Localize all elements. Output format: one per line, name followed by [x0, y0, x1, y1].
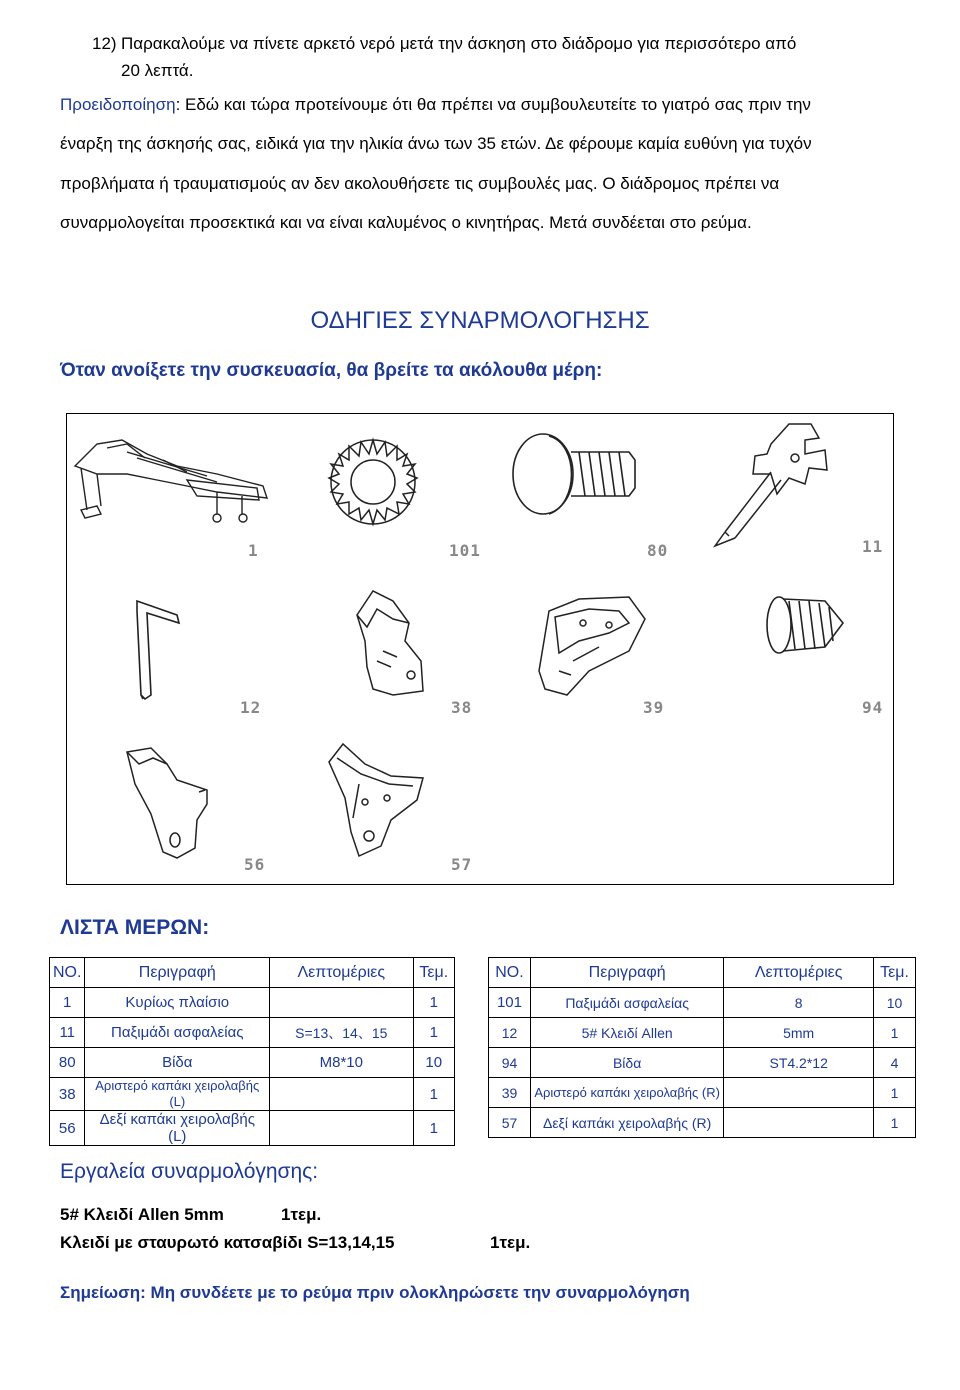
cell-qty: 1 — [874, 1078, 916, 1108]
table-row — [489, 1048, 916, 1078]
cell-detail — [270, 988, 413, 1018]
cell-no: 11 — [50, 1018, 85, 1048]
cell-detail — [724, 1078, 874, 1108]
cell-desc: Δεξί καπάκι χειρολαβής (L) — [85, 1111, 270, 1146]
part-number: 39 — [643, 698, 665, 717]
part-number: 38 — [451, 698, 473, 717]
cell-desc: Κυρίως πλαίσιο — [85, 988, 270, 1018]
cell-qty: 1 — [874, 1108, 916, 1138]
warning-line-4: συναρμολογείται προσεκτικά και να είναι καλυμένος ο κινητήρας. Μετά συνδέεται στο ρεύμα. — [60, 213, 752, 232]
part-image-101 — [273, 414, 479, 571]
item-12-number: 12) — [92, 34, 117, 53]
cell-detail: ST4.2*12 — [724, 1048, 874, 1078]
tool-1-name: 5# Κλειδί Allen 5mm — [60, 1205, 224, 1224]
cell-desc: Αριστερό καπάκι χειρολαβής (R) — [530, 1078, 723, 1108]
cell-detail: M8*10 — [270, 1048, 413, 1078]
table-row — [50, 1048, 455, 1078]
part-number: 94 — [862, 698, 884, 717]
cell-no: 38 — [50, 1078, 85, 1111]
cell-desc: Βίδα — [85, 1048, 270, 1078]
part-image-39 — [479, 571, 685, 728]
cell-qty: 1 — [413, 1018, 454, 1048]
item-12-line-2: 20 λεπτά. — [121, 61, 194, 80]
parts-table-left — [49, 957, 455, 1146]
cell-desc: 5# Κλειδί Allen — [530, 1018, 723, 1048]
cell-desc: Αριστερό καπάκι χειρολαβής (L) — [85, 1078, 270, 1111]
part-number: 101 — [449, 541, 481, 560]
cell-detail: 8 — [724, 988, 874, 1018]
header-description: Περιγραφή — [530, 958, 723, 988]
parts-table-right — [488, 957, 916, 1138]
table-header — [489, 958, 916, 988]
tools-heading: Εργαλεία συναρμολόγησης: — [60, 1160, 319, 1183]
part-number: 1 — [248, 541, 259, 560]
table-row — [489, 1018, 916, 1048]
part-number: 80 — [647, 541, 669, 560]
tool-1-qty: 1τεμ. — [281, 1205, 322, 1224]
cell-no: 94 — [489, 1048, 531, 1078]
part-image-56 — [67, 728, 273, 885]
cell-detail — [724, 1108, 874, 1138]
table-row — [50, 1018, 455, 1048]
warning-line-2: έναρξη της άσκησής σας, ειδικά για την ηλικία άνω των 35 ετών. Δε φέρουμε καμία ευθύνη για τυχόν — [60, 134, 812, 153]
tool-2-qty: 1τεμ. — [490, 1233, 531, 1252]
cell-no: 1 — [50, 988, 85, 1018]
cell-qty: 10 — [874, 988, 916, 1018]
cell-no: 101 — [489, 988, 531, 1018]
part-image-80 — [479, 414, 685, 571]
cell-qty: 1 — [413, 1078, 454, 1111]
table-row — [489, 988, 916, 1018]
cell-no: 56 — [50, 1111, 85, 1146]
warning-text: : Εδώ και τώρα προτείνουμε ότι θα πρέπει να συμβουλευτείτε το γιατρό σας πριν την — [175, 95, 811, 114]
part-number: 12 — [240, 698, 262, 717]
part-image-12 — [67, 571, 273, 728]
warning-line-3: προβλήματα ή τραυματισμούς αν δεν ακολουθήσετε τις συμβουλές μας. Ο διάδρομος πρέπει να — [60, 174, 780, 193]
cell-qty: 1 — [413, 988, 454, 1018]
header-qty: Τεμ. — [413, 958, 454, 988]
table-row — [50, 1078, 455, 1111]
parts-illustration-grid — [66, 413, 894, 885]
tool-2-name: Κλειδί με σταυρωτό κατσαβίδι S=13,14,15 — [60, 1233, 395, 1252]
header-qty: Τεμ. — [874, 958, 916, 988]
cell-no: 80 — [50, 1048, 85, 1078]
header-no: NO. — [50, 958, 85, 988]
subtitle: Όταν ανοίξετε την συσκευασία, θα βρείτε τα ακόλουθα μέρη: — [60, 360, 603, 381]
cell-desc: Βίδα — [530, 1048, 723, 1078]
note: Σημείωση: Μη συνδέετε με το ρεύμα πριν ολοκληρώσετε την συναρμολόγηση — [60, 1283, 690, 1302]
header-no: NO. — [489, 958, 531, 988]
cell-detail — [270, 1111, 413, 1146]
cell-no: 39 — [489, 1078, 531, 1108]
cell-desc: Παξιμάδι ασφαλείας — [530, 988, 723, 1018]
table-row — [50, 1111, 455, 1146]
part-image-94 — [685, 571, 891, 728]
part-number: 56 — [244, 855, 266, 874]
cell-no: 12 — [489, 1018, 531, 1048]
table-row — [489, 1108, 916, 1138]
header-details: Λεπτομέριες — [270, 958, 413, 988]
cell-qty: 10 — [413, 1048, 454, 1078]
cell-detail — [270, 1078, 413, 1111]
part-image-57 — [273, 728, 479, 885]
warning-label: Προειδοποίηση — [60, 95, 176, 114]
cell-qty: 1 — [874, 1018, 916, 1048]
cell-qty: 4 — [874, 1048, 916, 1078]
cell-qty: 1 — [413, 1111, 454, 1146]
page-title: ΟΔΗΓΙΕΣ ΣΥΝΑΡΜΟΛΟΓΗΣΗΣ — [310, 307, 650, 334]
parts-list-heading: ΛΙΣΤΑ ΜΕΡΩΝ: — [60, 916, 210, 939]
part-image-38 — [273, 571, 479, 728]
header-description: Περιγραφή — [85, 958, 270, 988]
item-12-line-1: Παρακαλούμε να πίνετε αρκετό νερό μετά την άσκηση στο διάδρομο για περισσότερο από — [121, 34, 797, 53]
header-details: Λεπτομέριες — [724, 958, 874, 988]
part-image-11 — [685, 414, 891, 571]
table-row — [489, 1078, 916, 1108]
cell-desc: Δεξί καπάκι χειρολαβής (R) — [530, 1108, 723, 1138]
part-number: 57 — [451, 855, 473, 874]
table-header — [50, 958, 455, 988]
warning-line-1 — [60, 95, 811, 115]
cell-detail: 5mm — [724, 1018, 874, 1048]
part-image-1 — [67, 414, 273, 571]
part-number: 11 — [862, 537, 884, 556]
table-row — [50, 988, 455, 1018]
cell-desc: Παξιμάδι ασφαλείας — [85, 1018, 270, 1048]
cell-detail: S=13、14、15 — [270, 1018, 413, 1048]
cell-no: 57 — [489, 1108, 531, 1138]
